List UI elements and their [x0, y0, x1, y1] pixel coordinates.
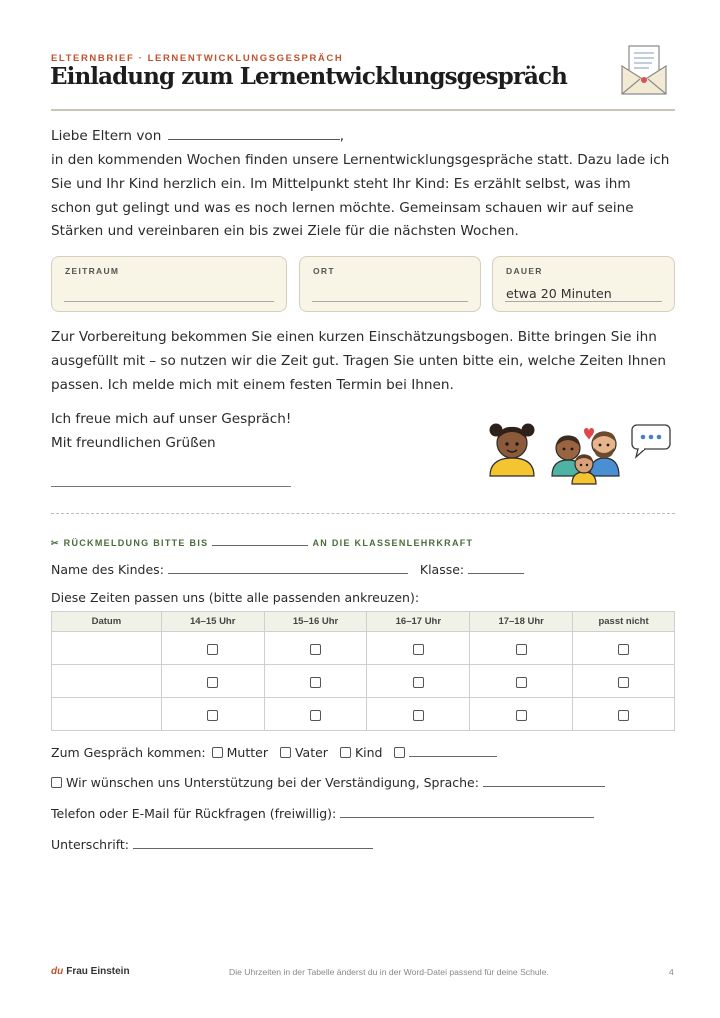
date-cell[interactable] [52, 632, 162, 665]
footer-note: Die Uhrzeiten in der Tabelle änderst du in der Word-Datei passend für deine Schule. [229, 967, 549, 977]
support-label: Wir wünschen uns Unterstützung bei der Verständigung, Sprache: [66, 775, 479, 790]
class-label: Klasse: [419, 562, 465, 577]
student-name-blank[interactable] [168, 139, 340, 140]
table-header: 14–15 Uhr [161, 612, 264, 632]
signature-blank[interactable] [133, 848, 373, 849]
info-box-zeitraum[interactable] [51, 256, 287, 312]
letter-intro: in den kommenden Wochen finden unsere Lernentwicklungsgespräche statt. Dazu lade ich Sie und Ihr Kind herzlich ein. Im Mittelpunkt steht Ihr Kind: Es erzählt selbst, was ihm schon gut gelingt und was es noch lernen möchte. Gemeinsam schauen wir auf seine Stärken und vereinbaren ein bis zwei Ziele für die nächsten Wochen. [51, 152, 670, 240]
attend-other-blank[interactable] [409, 756, 497, 757]
dauer-label: DAUER [506, 266, 543, 276]
time-checkbox[interactable] [207, 644, 218, 655]
reply-heading-start: ✂ RÜCKMELDUNG BITTE BIS [51, 538, 209, 548]
page-number: 4 [669, 967, 674, 977]
signature-row [51, 837, 373, 852]
table-header: Datum [52, 612, 162, 632]
time-checkbox[interactable] [413, 644, 424, 655]
attend-option-father: Vater [294, 745, 328, 760]
document-title: Einladung zum Lernentwicklungsgespräch [50, 63, 567, 90]
contact-row [51, 806, 594, 821]
support-row [51, 775, 605, 790]
contact-label: Telefon oder E-Mail für Rückfragen (freiwillig): [51, 806, 337, 821]
time-checkbox[interactable] [516, 710, 527, 721]
table-row [52, 632, 675, 665]
time-checkbox[interactable] [618, 710, 629, 721]
logo-du: du [51, 966, 64, 977]
zeitraum-line [64, 301, 274, 302]
letter-closing-2: Mit freundlichen Grüßen [51, 435, 216, 451]
salutation-text: Liebe Eltern von [51, 128, 162, 144]
attend-row [51, 745, 497, 760]
class-blank[interactable] [468, 573, 524, 574]
attend-option-child: Kind [354, 745, 383, 760]
envelope-icon [619, 44, 669, 96]
time-checkbox[interactable] [413, 710, 424, 721]
table-header: 15–16 Uhr [264, 612, 367, 632]
zeitraum-label: ZEITRAUM [65, 266, 120, 276]
table-header-row [52, 612, 675, 632]
time-checkbox[interactable] [207, 710, 218, 721]
brand-logo [51, 966, 130, 977]
table-row [52, 665, 675, 698]
attend-option-mother: Mutter [226, 745, 268, 760]
reply-heading-end: AN DIE KLASSENLEHRKRAFT [312, 538, 474, 548]
logo-name: Frau Einstein [66, 966, 130, 977]
dauer-line [505, 301, 662, 302]
family-illustration [486, 418, 676, 490]
header-divider [51, 109, 675, 111]
child-name-row [51, 562, 524, 577]
date-cell[interactable] [52, 665, 162, 698]
availability-table [51, 611, 675, 731]
time-checkbox[interactable] [618, 644, 629, 655]
table-header: 16–17 Uhr [367, 612, 470, 632]
speech-bubble-icon [632, 425, 670, 457]
dauer-value: etwa 20 Minuten [506, 286, 612, 301]
support-checkbox[interactable] [51, 777, 62, 788]
child-name-blank[interactable] [168, 573, 408, 574]
ort-label: ORT [313, 266, 335, 276]
time-checkbox[interactable] [516, 644, 527, 655]
reply-heading [51, 538, 473, 549]
table-header: passt nicht [573, 612, 675, 632]
time-checkbox[interactable] [618, 677, 629, 688]
reply-deadline-blank[interactable] [212, 545, 308, 546]
teacher-signature-line[interactable] [51, 486, 291, 487]
cut-line [51, 513, 675, 514]
time-checkbox[interactable] [310, 710, 321, 721]
language-blank[interactable] [483, 786, 605, 787]
attend-mother-checkbox[interactable] [212, 747, 223, 758]
attend-child-checkbox[interactable] [340, 747, 351, 758]
contact-blank[interactable] [340, 817, 594, 818]
time-checkbox[interactable] [310, 677, 321, 688]
attend-father-checkbox[interactable] [280, 747, 291, 758]
attend-label: Zum Gespräch kommen: [51, 745, 206, 760]
letter-closing-1: Ich freue mich auf unser Gespräch! [51, 411, 292, 427]
teacher-figure [490, 424, 535, 477]
time-checkbox[interactable] [516, 677, 527, 688]
ort-line [312, 301, 468, 302]
salutation-comma: , [339, 128, 345, 144]
date-cell[interactable] [52, 698, 162, 731]
time-checkbox[interactable] [207, 677, 218, 688]
child-name-label: Name des Kindes: [51, 562, 164, 577]
times-intro: Diese Zeiten passen uns (bitte alle passenden ankreuzen): [51, 590, 420, 605]
table-header: 17–18 Uhr [470, 612, 573, 632]
signature-label: Unterschrift: [51, 837, 130, 852]
letter-preparation: Zur Vorbereitung bekommen Sie einen kurzen Einschätzungsbogen. Bitte bringen Sie ihn ausgefüllt mit – so nutzen wir die Zeit gut. Tragen Sie unten bitte ein, welche Zeiten Ihnen passen. Ich melde mich mit einem festen Termin bei Ihnen. [51, 329, 666, 393]
attend-other-checkbox[interactable] [394, 747, 405, 758]
family-figure [552, 428, 619, 484]
info-box-ort[interactable] [299, 256, 481, 312]
time-checkbox[interactable] [310, 644, 321, 655]
document-kicker: ELTERNBRIEF · LERNENTWICKLUNGSGESPRÄCH [51, 53, 344, 64]
time-checkbox[interactable] [413, 677, 424, 688]
letter-salutation [51, 125, 675, 149]
table-row [52, 698, 675, 731]
info-box-dauer[interactable] [492, 256, 675, 312]
